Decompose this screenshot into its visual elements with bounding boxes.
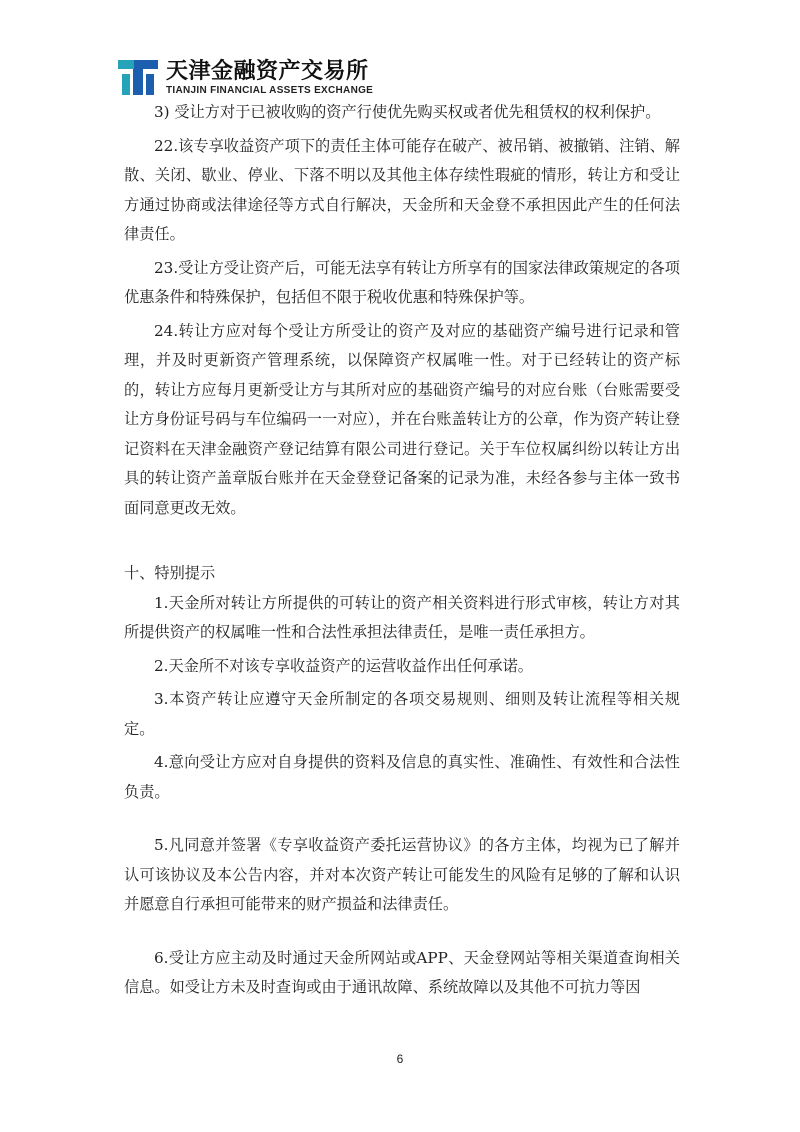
logo-text xyxy=(166,59,373,97)
paragraph-22: 22.该专享收益资产项下的责任主体可能存在破产、被吊销、被撤销、注销、解散、关闭、歇业、停业、下落不明以及其他主体存续性瑕疵的情形，转让方和受让方通过协商或法律途径等方式自行解决，天金所和天金登不承担因此产生的任何法律责任。 xyxy=(124,136,680,243)
paragraph-item-3: 3) 受让方对于已被收购的资产行使优先购买权或者优先租赁权的权利保护。 xyxy=(154,103,661,121)
paragraph-23: 23.受让方受让资产后，可能无法享有转让方所享有的国家法律政策规定的各项优惠条件和特殊保护，包括但不限于税收优惠和特殊保护等。 xyxy=(124,258,680,306)
notice-5: 5.凡同意并签署《专享收益资产委托运营协议》的各方主体，均视为已了解并认可该协议及本公告内容，并对本次资产转让可能发生的风险有足够的了解和认识并愿意自行承担可能带来的财产损益和法律责任。 xyxy=(124,836,680,913)
notice-2: 2.天金所不对该专享收益资产的运营收益作出任何承诺。 xyxy=(154,656,533,675)
notice-6: 6.受让方应主动及时通过天金所网站或APP、天金登网站等相关渠道查询相关信息。如受让方未及时查询或由于通讯故障、系统故障以及其他不可抗力等因 xyxy=(124,948,680,996)
notice-1: 1.天金所对转让方所提供的可转让的资产相关资料进行形式审核，转让方对其所提供资产的权属唯一性和合法性承担法律责任，是唯一责任承担方。 xyxy=(124,593,680,641)
exchange-logo-icon xyxy=(118,58,158,98)
notice-4: 4.意向受让方应对自身提供的资料及信息的真实性、准确性、有效性和合法性负责。 xyxy=(124,753,680,801)
logo-chinese-name: 天津金融资产交易所 xyxy=(166,59,369,84)
page-number: 6 xyxy=(396,1052,404,1066)
header xyxy=(118,52,373,104)
notice-3: 3.本资产转让应遵守天金所制定的各项交易规则、细则及转让流程等相关规定。 xyxy=(124,690,680,738)
section-title-special-notice: 十、特别提示 xyxy=(124,564,216,582)
paragraph-24: 24.转让方应对每个受让方所受让的资产及对应的基础资产编号进行记录和管理，并及时更新资产管理系统，以保障资产权属唯一性。对于已经转让的资产标的，转让方应每月更新受让方与其所对应的基础资产编号的对应台账（台账需要受让方身份证号码与车位编码一一对应），并在台账盖转让方的公章，作为资产转让登记资料在天津金融资产登记结算有限公司进行登记。关于车位权属纠纷以转让方出具的转让资产盖章版台账并在天金登登记备案的记录为准，未经各参与主体一致书面同意更改无效。 xyxy=(124,321,680,517)
document-body xyxy=(124,98,680,1003)
logo-english-name: TIANJIN FINANCIAL ASSETS EXCHANGE xyxy=(166,85,374,96)
